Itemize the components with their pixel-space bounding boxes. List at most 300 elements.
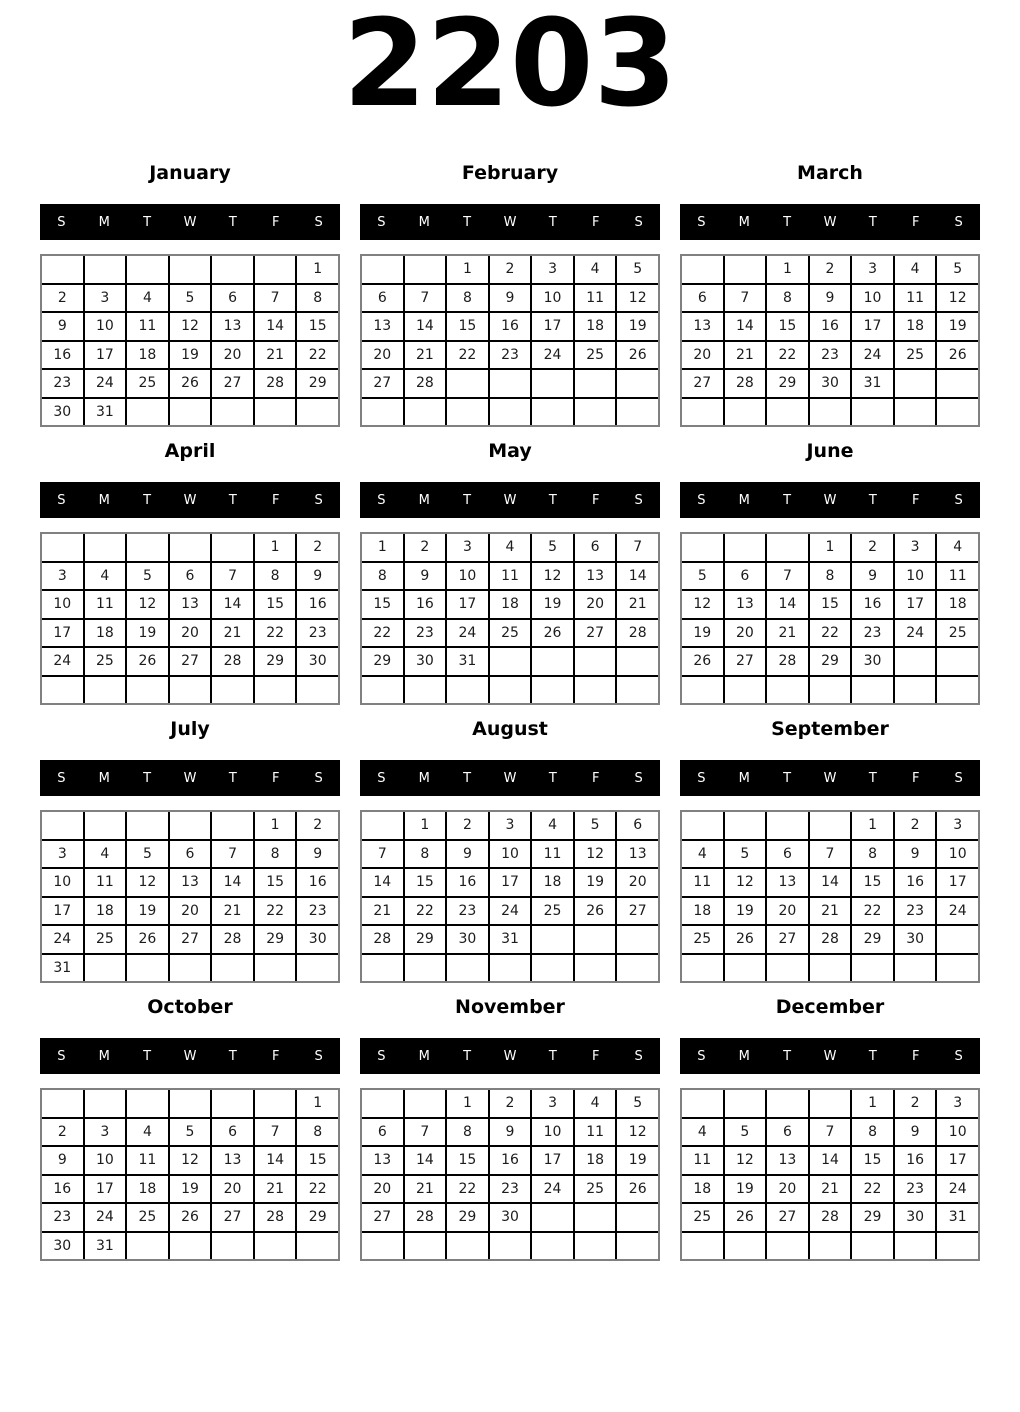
day-cell: 11 bbox=[895, 285, 936, 312]
day-cell: 22 bbox=[447, 1176, 488, 1203]
empty-day-cell bbox=[532, 926, 573, 953]
weekday-label: M bbox=[738, 1048, 750, 1064]
weekday-label: S bbox=[634, 770, 643, 786]
day-cell: 2 bbox=[42, 1119, 83, 1146]
day-cell: 7 bbox=[810, 1119, 851, 1146]
day-cell: 1 bbox=[852, 1090, 893, 1117]
day-cell: 14 bbox=[725, 313, 766, 340]
day-cell: 15 bbox=[447, 1147, 488, 1174]
empty-day-cell bbox=[212, 955, 253, 982]
empty-day-cell bbox=[767, 1090, 808, 1117]
day-cell: 19 bbox=[617, 313, 658, 340]
day-cell: 12 bbox=[617, 1119, 658, 1146]
empty-day-cell bbox=[937, 677, 978, 704]
day-cell: 4 bbox=[937, 534, 978, 561]
day-cell: 24 bbox=[42, 926, 83, 953]
weekday-header bbox=[680, 760, 980, 796]
day-cell: 26 bbox=[725, 926, 766, 953]
month-block bbox=[360, 163, 660, 427]
day-cell: 10 bbox=[85, 1147, 126, 1174]
day-cell: 13 bbox=[767, 1147, 808, 1174]
day-cell: 1 bbox=[447, 1090, 488, 1117]
day-cell: 6 bbox=[170, 563, 211, 590]
empty-day-cell bbox=[532, 648, 573, 675]
empty-day-cell bbox=[212, 399, 253, 426]
day-cell: 8 bbox=[852, 1119, 893, 1146]
empty-day-cell bbox=[297, 677, 338, 704]
empty-day-cell bbox=[937, 1233, 978, 1260]
day-cell: 1 bbox=[297, 1090, 338, 1117]
day-cell: 27 bbox=[767, 926, 808, 953]
day-cell: 15 bbox=[297, 1147, 338, 1174]
day-cell: 11 bbox=[490, 563, 531, 590]
day-cell: 19 bbox=[725, 1176, 766, 1203]
day-cell: 5 bbox=[682, 563, 723, 590]
day-cell: 17 bbox=[937, 869, 978, 896]
day-cell: 4 bbox=[682, 1119, 723, 1146]
weekday-label: M bbox=[418, 214, 430, 230]
weekday-label: T bbox=[868, 492, 877, 508]
day-cell: 16 bbox=[405, 591, 446, 618]
day-cell: 25 bbox=[575, 342, 616, 369]
weekday-header bbox=[360, 482, 660, 518]
weekday-label: W bbox=[183, 1048, 197, 1064]
weekday-header bbox=[40, 760, 340, 796]
weekday-label: W bbox=[183, 770, 197, 786]
day-cell: 16 bbox=[447, 869, 488, 896]
empty-day-cell bbox=[447, 1233, 488, 1260]
weekday-label: S bbox=[697, 770, 706, 786]
weekday-label: F bbox=[591, 492, 600, 508]
day-cell: 16 bbox=[895, 869, 936, 896]
day-cell: 9 bbox=[405, 563, 446, 590]
empty-day-cell bbox=[617, 1204, 658, 1231]
day-cell: 20 bbox=[682, 342, 723, 369]
day-cell: 2 bbox=[42, 285, 83, 312]
month-name: November bbox=[455, 996, 565, 1018]
weekday-header bbox=[40, 1038, 340, 1074]
empty-day-cell bbox=[725, 534, 766, 561]
day-cell: 29 bbox=[297, 1204, 338, 1231]
day-cell: 22 bbox=[447, 342, 488, 369]
day-cell: 12 bbox=[127, 591, 168, 618]
empty-day-cell bbox=[127, 812, 168, 839]
empty-day-cell bbox=[212, 1090, 253, 1117]
day-cell: 21 bbox=[405, 342, 446, 369]
day-cell: 23 bbox=[297, 898, 338, 925]
empty-day-cell bbox=[895, 648, 936, 675]
day-cell: 23 bbox=[447, 898, 488, 925]
empty-day-cell bbox=[617, 370, 658, 397]
day-cell: 16 bbox=[297, 591, 338, 618]
empty-day-cell bbox=[532, 1233, 573, 1260]
empty-day-cell bbox=[85, 534, 126, 561]
day-cell: 25 bbox=[532, 898, 573, 925]
day-cell: 27 bbox=[575, 620, 616, 647]
day-cell: 23 bbox=[852, 620, 893, 647]
weekday-label: T bbox=[868, 1048, 877, 1064]
day-cell: 30 bbox=[42, 399, 83, 426]
day-cell: 25 bbox=[85, 926, 126, 953]
weekday-label: S bbox=[954, 1048, 963, 1064]
day-cell: 14 bbox=[362, 869, 403, 896]
day-cell: 3 bbox=[937, 1090, 978, 1117]
day-cell: 21 bbox=[405, 1176, 446, 1203]
day-cell: 2 bbox=[810, 256, 851, 283]
month-grid bbox=[360, 254, 660, 427]
day-cell: 10 bbox=[447, 563, 488, 590]
day-cell: 8 bbox=[362, 563, 403, 590]
empty-day-cell bbox=[895, 1233, 936, 1260]
day-cell: 3 bbox=[447, 534, 488, 561]
day-cell: 6 bbox=[617, 812, 658, 839]
weekday-label: M bbox=[738, 214, 750, 230]
empty-day-cell bbox=[362, 1233, 403, 1260]
weekday-label: M bbox=[738, 770, 750, 786]
day-cell: 22 bbox=[297, 1176, 338, 1203]
day-cell: 9 bbox=[895, 1119, 936, 1146]
day-cell: 6 bbox=[212, 285, 253, 312]
weekday-label: F bbox=[271, 492, 280, 508]
day-cell: 29 bbox=[447, 1204, 488, 1231]
weekday-label: S bbox=[57, 492, 66, 508]
day-cell: 14 bbox=[405, 1147, 446, 1174]
day-cell: 27 bbox=[170, 648, 211, 675]
day-cell: 20 bbox=[212, 1176, 253, 1203]
day-cell: 27 bbox=[767, 1204, 808, 1231]
weekday-label: M bbox=[98, 214, 110, 230]
empty-day-cell bbox=[532, 1204, 573, 1231]
day-cell: 11 bbox=[937, 563, 978, 590]
day-cell: 6 bbox=[362, 1119, 403, 1146]
day-cell: 26 bbox=[170, 370, 211, 397]
day-cell: 8 bbox=[297, 1119, 338, 1146]
weekday-label: F bbox=[591, 1048, 600, 1064]
day-cell: 4 bbox=[575, 1090, 616, 1117]
day-cell: 6 bbox=[362, 285, 403, 312]
day-cell: 24 bbox=[937, 1176, 978, 1203]
weekday-label: W bbox=[503, 770, 517, 786]
day-cell: 22 bbox=[852, 1176, 893, 1203]
day-cell: 17 bbox=[852, 313, 893, 340]
empty-day-cell bbox=[447, 370, 488, 397]
day-cell: 12 bbox=[725, 869, 766, 896]
day-cell: 15 bbox=[447, 313, 488, 340]
month-grid bbox=[40, 254, 340, 427]
day-cell: 30 bbox=[297, 648, 338, 675]
day-cell: 14 bbox=[212, 869, 253, 896]
weekday-label: W bbox=[503, 492, 517, 508]
empty-day-cell bbox=[895, 955, 936, 982]
weekday-label: T bbox=[548, 492, 557, 508]
day-cell: 10 bbox=[490, 841, 531, 868]
day-cell: 12 bbox=[170, 313, 211, 340]
empty-day-cell bbox=[212, 812, 253, 839]
day-cell: 18 bbox=[575, 1147, 616, 1174]
day-cell: 20 bbox=[170, 898, 211, 925]
empty-day-cell bbox=[617, 1233, 658, 1260]
day-cell: 21 bbox=[725, 342, 766, 369]
day-cell: 14 bbox=[212, 591, 253, 618]
day-cell: 20 bbox=[617, 869, 658, 896]
empty-day-cell bbox=[617, 926, 658, 953]
day-cell: 7 bbox=[255, 285, 296, 312]
day-cell: 7 bbox=[725, 285, 766, 312]
day-cell: 25 bbox=[682, 1204, 723, 1231]
empty-day-cell bbox=[297, 955, 338, 982]
day-cell: 28 bbox=[767, 648, 808, 675]
day-cell: 24 bbox=[490, 898, 531, 925]
empty-day-cell bbox=[212, 677, 253, 704]
empty-day-cell bbox=[937, 955, 978, 982]
day-cell: 19 bbox=[127, 620, 168, 647]
weekday-label: T bbox=[868, 214, 877, 230]
empty-day-cell bbox=[405, 955, 446, 982]
weekday-label: W bbox=[183, 214, 197, 230]
day-cell: 7 bbox=[212, 563, 253, 590]
empty-day-cell bbox=[575, 399, 616, 426]
weekday-label: S bbox=[697, 1048, 706, 1064]
empty-day-cell bbox=[42, 534, 83, 561]
day-cell: 2 bbox=[297, 812, 338, 839]
empty-day-cell bbox=[490, 1233, 531, 1260]
empty-day-cell bbox=[405, 1090, 446, 1117]
weekday-label: S bbox=[697, 214, 706, 230]
day-cell: 20 bbox=[767, 898, 808, 925]
day-cell: 15 bbox=[852, 1147, 893, 1174]
day-cell: 5 bbox=[617, 1090, 658, 1117]
empty-day-cell bbox=[575, 648, 616, 675]
day-cell: 8 bbox=[255, 563, 296, 590]
day-cell: 17 bbox=[85, 1176, 126, 1203]
day-cell: 6 bbox=[170, 841, 211, 868]
day-cell: 24 bbox=[532, 342, 573, 369]
day-cell: 10 bbox=[532, 285, 573, 312]
weekday-label: T bbox=[143, 1048, 152, 1064]
empty-day-cell bbox=[405, 256, 446, 283]
day-cell: 24 bbox=[895, 620, 936, 647]
day-cell: 19 bbox=[170, 1176, 211, 1203]
month-name: December bbox=[775, 996, 885, 1018]
day-cell: 30 bbox=[895, 1204, 936, 1231]
empty-day-cell bbox=[682, 256, 723, 283]
weekday-header bbox=[40, 482, 340, 518]
day-cell: 13 bbox=[725, 591, 766, 618]
weekday-label: F bbox=[911, 1048, 920, 1064]
day-cell: 27 bbox=[725, 648, 766, 675]
day-cell: 3 bbox=[490, 812, 531, 839]
empty-day-cell bbox=[532, 677, 573, 704]
empty-day-cell bbox=[937, 648, 978, 675]
empty-day-cell bbox=[405, 1233, 446, 1260]
empty-day-cell bbox=[575, 926, 616, 953]
day-cell: 24 bbox=[852, 342, 893, 369]
weekday-label: T bbox=[783, 214, 792, 230]
day-cell: 10 bbox=[937, 841, 978, 868]
day-cell: 6 bbox=[575, 534, 616, 561]
day-cell: 22 bbox=[255, 620, 296, 647]
day-cell: 14 bbox=[810, 1147, 851, 1174]
empty-day-cell bbox=[255, 955, 296, 982]
day-cell: 13 bbox=[617, 841, 658, 868]
empty-day-cell bbox=[170, 677, 211, 704]
day-cell: 2 bbox=[297, 534, 338, 561]
day-cell: 13 bbox=[682, 313, 723, 340]
day-cell: 27 bbox=[212, 370, 253, 397]
day-cell: 21 bbox=[212, 620, 253, 647]
day-cell: 19 bbox=[532, 591, 573, 618]
day-cell: 20 bbox=[767, 1176, 808, 1203]
empty-day-cell bbox=[85, 1090, 126, 1117]
day-cell: 13 bbox=[170, 869, 211, 896]
empty-day-cell bbox=[85, 812, 126, 839]
day-cell: 7 bbox=[405, 1119, 446, 1146]
day-cell: 7 bbox=[362, 841, 403, 868]
day-cell: 22 bbox=[767, 342, 808, 369]
day-cell: 8 bbox=[405, 841, 446, 868]
day-cell: 6 bbox=[767, 1119, 808, 1146]
day-cell: 3 bbox=[42, 563, 83, 590]
day-cell: 25 bbox=[127, 1204, 168, 1231]
day-cell: 19 bbox=[127, 898, 168, 925]
weekday-header bbox=[360, 1038, 660, 1074]
month-name: October bbox=[147, 996, 233, 1018]
weekday-header bbox=[680, 482, 980, 518]
empty-day-cell bbox=[85, 256, 126, 283]
weekday-label: S bbox=[377, 492, 386, 508]
empty-day-cell bbox=[725, 399, 766, 426]
weekday-label: M bbox=[98, 770, 110, 786]
empty-day-cell bbox=[767, 677, 808, 704]
day-cell: 1 bbox=[255, 812, 296, 839]
empty-day-cell bbox=[255, 1233, 296, 1260]
empty-day-cell bbox=[170, 1233, 211, 1260]
empty-day-cell bbox=[575, 370, 616, 397]
day-cell: 3 bbox=[42, 841, 83, 868]
day-cell: 9 bbox=[297, 841, 338, 868]
day-cell: 5 bbox=[725, 1119, 766, 1146]
day-cell: 31 bbox=[937, 1204, 978, 1231]
month-name: February bbox=[461, 162, 559, 184]
day-cell: 20 bbox=[212, 342, 253, 369]
day-cell: 28 bbox=[212, 648, 253, 675]
day-cell: 24 bbox=[447, 620, 488, 647]
day-cell: 14 bbox=[255, 313, 296, 340]
empty-day-cell bbox=[575, 677, 616, 704]
day-cell: 16 bbox=[810, 313, 851, 340]
weekday-label: M bbox=[98, 1048, 110, 1064]
day-cell: 28 bbox=[405, 370, 446, 397]
day-cell: 8 bbox=[852, 841, 893, 868]
weekday-label: S bbox=[377, 770, 386, 786]
month-block bbox=[680, 163, 980, 427]
day-cell: 23 bbox=[405, 620, 446, 647]
day-cell: 20 bbox=[725, 620, 766, 647]
day-cell: 29 bbox=[767, 370, 808, 397]
empty-day-cell bbox=[362, 812, 403, 839]
weekday-label: T bbox=[548, 1048, 557, 1064]
month-block bbox=[360, 719, 660, 983]
day-cell: 25 bbox=[127, 370, 168, 397]
month-name: July bbox=[170, 718, 210, 740]
day-cell: 2 bbox=[895, 1090, 936, 1117]
day-cell: 7 bbox=[212, 841, 253, 868]
day-cell: 15 bbox=[405, 869, 446, 896]
weekday-label: T bbox=[143, 214, 152, 230]
empty-day-cell bbox=[405, 399, 446, 426]
day-cell: 27 bbox=[682, 370, 723, 397]
month-grid bbox=[40, 810, 340, 983]
empty-day-cell bbox=[937, 399, 978, 426]
day-cell: 13 bbox=[575, 563, 616, 590]
month-block bbox=[40, 163, 340, 427]
day-cell: 28 bbox=[212, 926, 253, 953]
day-cell: 30 bbox=[490, 1204, 531, 1231]
month-name: August bbox=[472, 718, 548, 740]
day-cell: 18 bbox=[127, 1176, 168, 1203]
day-cell: 6 bbox=[212, 1119, 253, 1146]
day-cell: 29 bbox=[362, 648, 403, 675]
day-cell: 24 bbox=[85, 370, 126, 397]
month-name: April bbox=[164, 440, 216, 462]
day-cell: 9 bbox=[297, 563, 338, 590]
empty-day-cell bbox=[297, 1233, 338, 1260]
day-cell: 25 bbox=[85, 648, 126, 675]
day-cell: 22 bbox=[362, 620, 403, 647]
month-grid bbox=[360, 532, 660, 705]
day-cell: 26 bbox=[617, 342, 658, 369]
weekday-label: W bbox=[823, 1048, 837, 1064]
day-cell: 4 bbox=[575, 256, 616, 283]
weekday-label: S bbox=[57, 214, 66, 230]
weekday-label: S bbox=[57, 1048, 66, 1064]
day-cell: 8 bbox=[767, 285, 808, 312]
day-cell: 15 bbox=[255, 591, 296, 618]
day-cell: 21 bbox=[810, 1176, 851, 1203]
empty-day-cell bbox=[255, 1090, 296, 1117]
empty-day-cell bbox=[362, 1090, 403, 1117]
day-cell: 31 bbox=[852, 370, 893, 397]
empty-day-cell bbox=[810, 1233, 851, 1260]
month-grid bbox=[680, 532, 980, 705]
day-cell: 7 bbox=[255, 1119, 296, 1146]
day-cell: 30 bbox=[810, 370, 851, 397]
day-cell: 7 bbox=[810, 841, 851, 868]
weekday-label: S bbox=[57, 770, 66, 786]
day-cell: 28 bbox=[617, 620, 658, 647]
empty-day-cell bbox=[725, 1233, 766, 1260]
weekday-label: S bbox=[954, 214, 963, 230]
day-cell: 7 bbox=[617, 534, 658, 561]
day-cell: 15 bbox=[767, 313, 808, 340]
day-cell: 15 bbox=[362, 591, 403, 618]
empty-day-cell bbox=[682, 534, 723, 561]
day-cell: 28 bbox=[405, 1204, 446, 1231]
day-cell: 2 bbox=[447, 812, 488, 839]
day-cell: 3 bbox=[532, 1090, 573, 1117]
weekday-label: S bbox=[314, 770, 323, 786]
day-cell: 19 bbox=[937, 313, 978, 340]
empty-day-cell bbox=[127, 534, 168, 561]
weekday-label: W bbox=[183, 492, 197, 508]
day-cell: 26 bbox=[127, 648, 168, 675]
empty-day-cell bbox=[212, 256, 253, 283]
day-cell: 26 bbox=[127, 926, 168, 953]
day-cell: 2 bbox=[852, 534, 893, 561]
empty-day-cell bbox=[725, 812, 766, 839]
day-cell: 21 bbox=[212, 898, 253, 925]
day-cell: 21 bbox=[362, 898, 403, 925]
